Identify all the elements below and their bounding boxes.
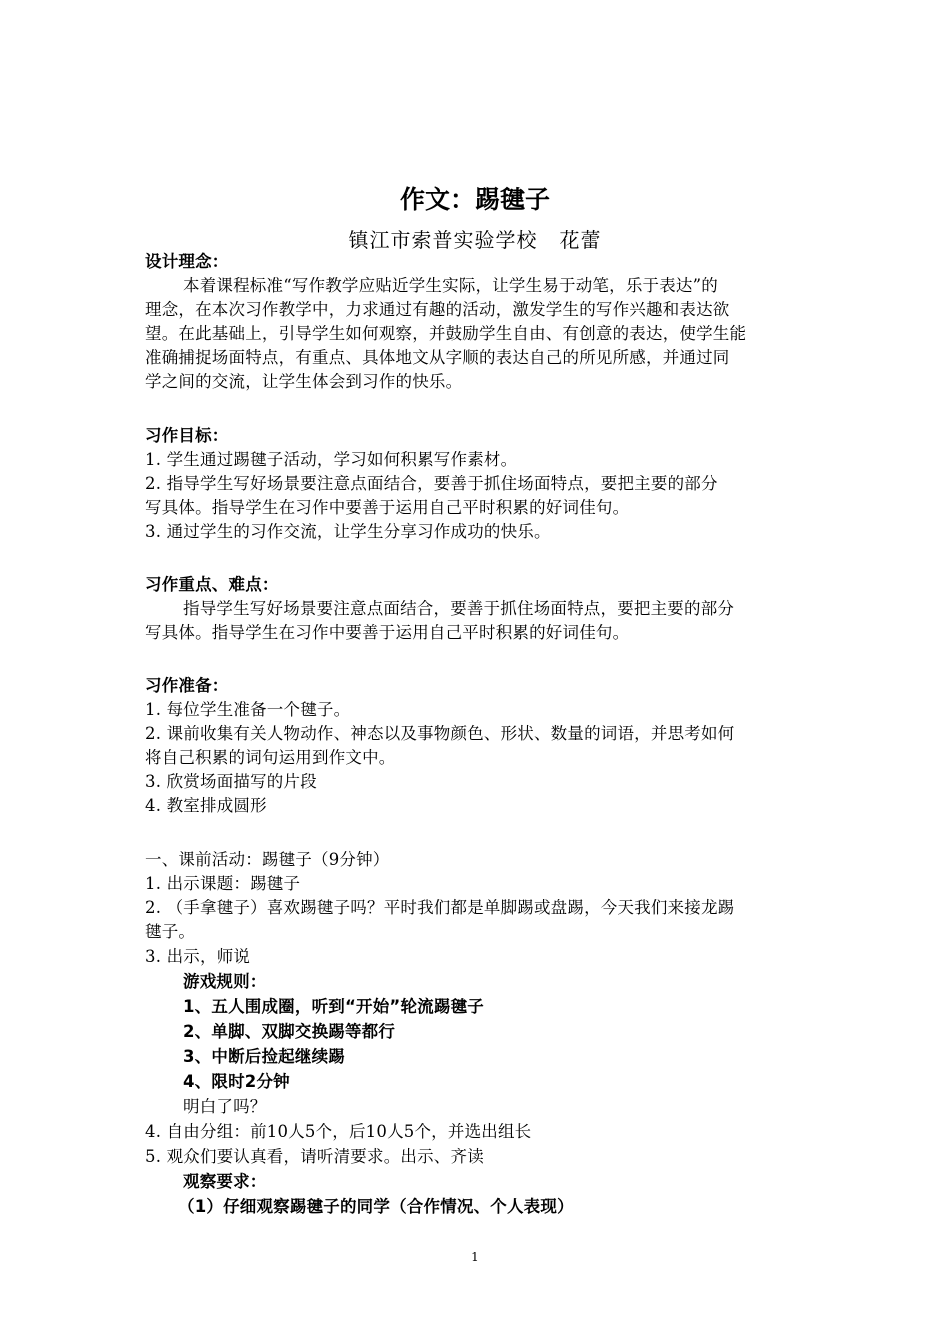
activity-line: 1. 出示课题：踢毽子 bbox=[145, 874, 301, 893]
key-line: 指导学生写好场景要注意点面结合，要善于抓住场面特点，要把主要的部分 bbox=[183, 599, 735, 618]
goals-heading: 习作目标： bbox=[145, 426, 229, 445]
concept-line: 理念，在本次习作教学中，力求通过有趣的活动，激发学生的写作兴趣和表达欲 bbox=[145, 300, 730, 319]
rules-line: 4、限时2分钟 bbox=[183, 1072, 290, 1091]
concept-line: 准确捕捉场面特点，有重点、具体地文从字顺的表达自己的所见所感，并通过同 bbox=[145, 348, 730, 367]
document-title: 作文：踢毽子 bbox=[399, 185, 550, 214]
after-line: 5. 观众们要认真看，请听清要求。出示、齐读 bbox=[145, 1147, 484, 1166]
goals-line: 3. 通过学生的习作交流，让学生分享习作成功的快乐。 bbox=[145, 522, 551, 541]
concept-line: 学之间的交流，让学生体会到习作的快乐。 bbox=[145, 372, 463, 391]
prep-line: 4. 教室排成圆形 bbox=[145, 796, 267, 815]
activity-line: 毽子。 bbox=[145, 922, 196, 941]
rules-line: 1、五人围成圈，听到“开始”轮流踢毽子 bbox=[183, 997, 484, 1016]
prep-line: 3. 欣赏场面描写的片段 bbox=[145, 772, 317, 791]
concept-line: 望。在此基础上，引导学生如何观察，并鼓励学生自由、有创意的表达，使学生能 bbox=[145, 324, 747, 343]
prep-line: 1. 每位学生准备一个毽子。 bbox=[145, 700, 351, 719]
goals-line: 1. 学生通过踢毽子活动，学习如何积累写作素材。 bbox=[145, 450, 518, 469]
page-number: 1 bbox=[471, 1250, 479, 1264]
author-school: 镇江市索普实验学校 bbox=[348, 228, 538, 252]
after-line: 4. 自由分组：前10人5个，后10人5个，并选出组长 bbox=[145, 1122, 532, 1141]
rules-line: 2、单脚、双脚交换踢等都行 bbox=[183, 1022, 396, 1041]
prep-heading: 习作准备： bbox=[145, 676, 229, 695]
observe-heading: 观察要求： bbox=[183, 1172, 267, 1191]
prep-line: 将自己积累的词句运用到作文中。 bbox=[145, 748, 396, 767]
goals-line: 写具体。指导学生在习作中要善于运用自己平时积累的好词佳句。 bbox=[145, 498, 630, 517]
key-line: 写具体。指导学生在习作中要善于运用自己平时积累的好词佳句。 bbox=[145, 623, 630, 642]
activity-line: 2. （手拿毽子）喜欢踢毽子吗？平时我们都是单脚踢或盘踢，今天我们来接龙踢 bbox=[145, 898, 735, 917]
observe-line: （1）仔细观察踢毽子的同学（合作情况、个人表现） bbox=[178, 1197, 574, 1216]
activity-heading: 一、课前活动：踢毽子（9分钟） bbox=[145, 850, 390, 869]
rules-line: 3、中断后捡起继续踢 bbox=[183, 1047, 345, 1066]
prep-line: 2. 课前收集有关人物动作、神态以及事物颜色、形状、数量的词语，并思考如何 bbox=[145, 724, 735, 743]
author-name: 花蕾 bbox=[559, 228, 602, 252]
concept-line: 本着课程标准“写作教学应贴近学生实际，让学生易于动笔，乐于表达”的 bbox=[183, 276, 718, 295]
rules-heading: 游戏规则： bbox=[183, 972, 267, 991]
concept-heading: 设计理念： bbox=[145, 252, 229, 271]
activity-line: 3. 出示，师说 bbox=[145, 947, 251, 966]
key-heading: 习作重点、难点： bbox=[145, 575, 279, 594]
rules-question: 明白了吗？ bbox=[183, 1097, 267, 1116]
goals-line: 2. 指导学生写好场景要注意点面结合，要善于抓住场面特点，要把主要的部分 bbox=[145, 474, 718, 493]
